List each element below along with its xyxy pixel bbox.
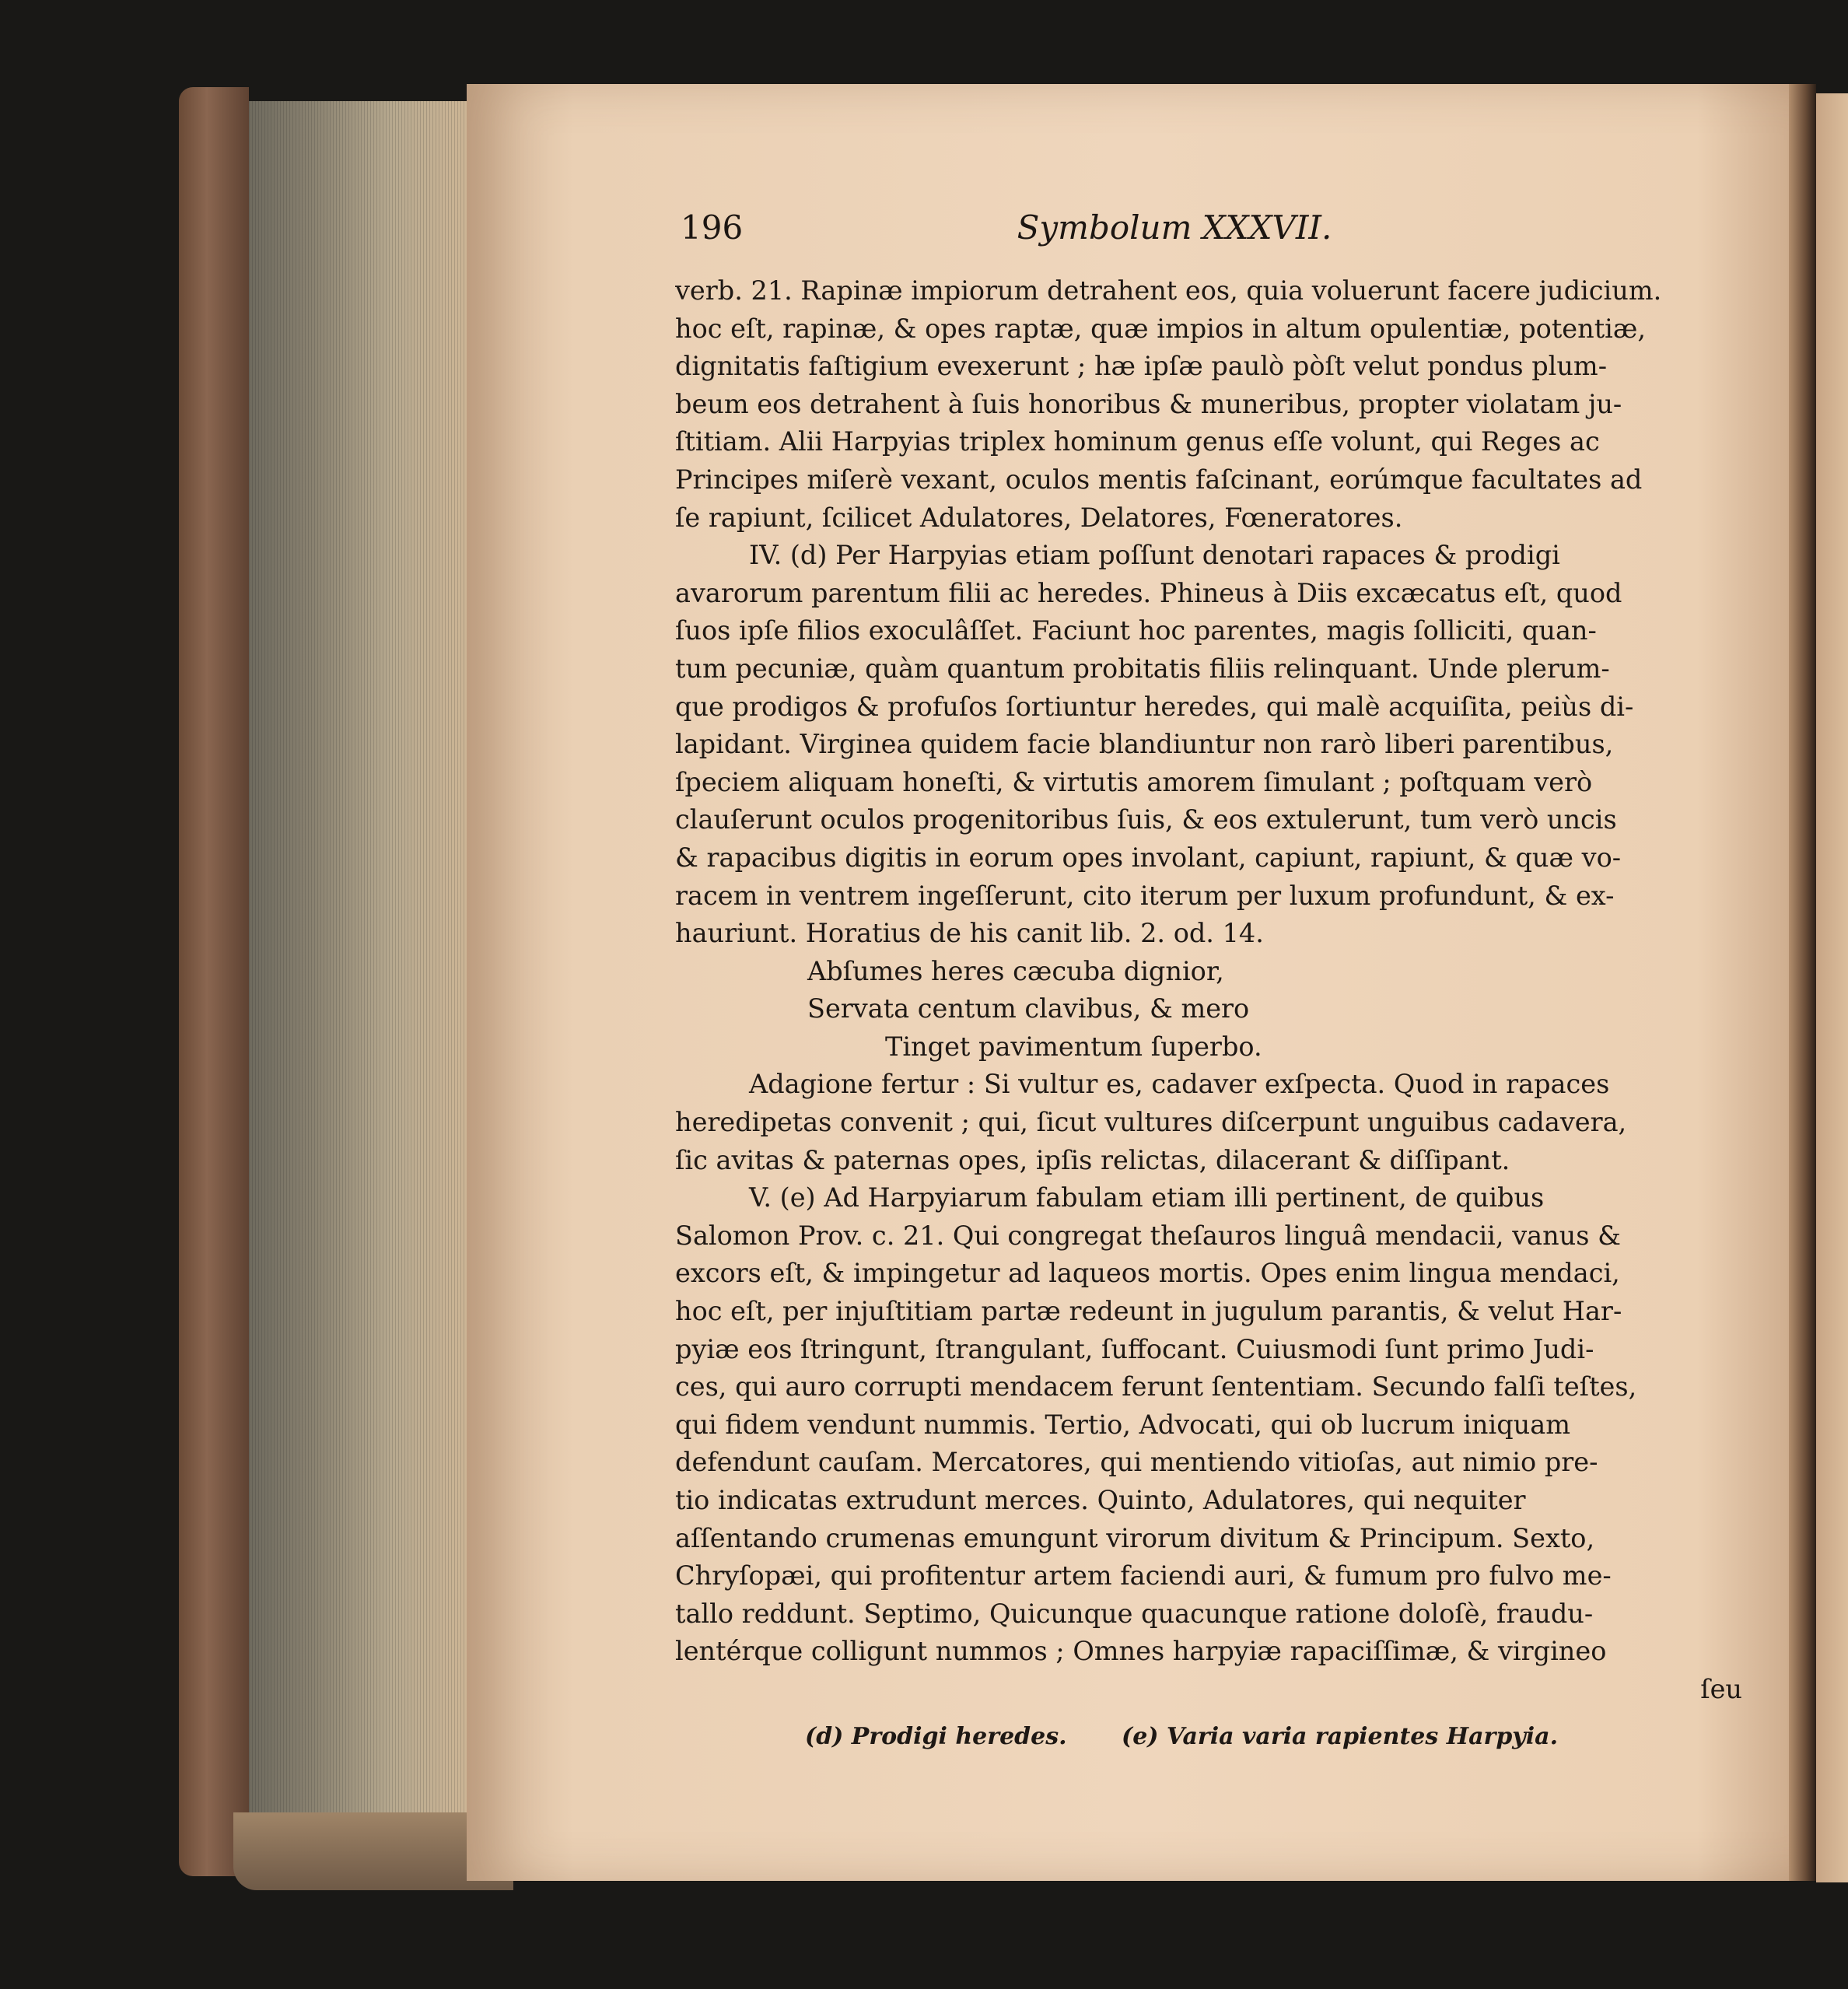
text-line: Adagione fertur : Si vultur es, cadaver exſpecta. Quod in rapaces [749,1069,1610,1100]
text-line: hoc eſt, per injuſtitiam partæ redeunt in jugulum parantis, & velut Har- [675,1296,1622,1327]
footnote-d: (d) Prodigi heredes. [805,1723,1067,1750]
text-line: verb. 21. Rapinæ impiorum detrahent eos, quia voluerunt facere judicium. [675,275,1662,306]
text-line: excors eſt, & impingetur ad laqueos mortis. Opes enim lingua mendaci, [675,1258,1620,1289]
text-line: Chryſopæi, qui profitentur artem faciendi auri, & fumum pro fulvo me- [675,1560,1612,1592]
running-head: Symbolum XXXVII. [1017,208,1332,247]
text-line: pyiæ eos ſtringunt, ſtrangulant, ſuffocant. Cuiusmodi ſunt primo Judi- [675,1333,1594,1364]
text-line: Principes miſerè vexant, oculos mentis faſcinant, eorúmque facultates ad [675,464,1643,495]
text-line: IV. (d) Per Harpyias etiam poſſunt denotari rapaces & prodigi [749,540,1560,571]
verse-line: Tinget pavimentum ſuperbo. [885,1031,1262,1062]
text-line: tio indicatas extrudunt merces. Quinto, Adulatores, qui nequiter [675,1485,1526,1515]
text-line: ſtitiam. Alii Harpyias triplex hominum genus eſſe volunt, qui Reges ac [675,426,1600,457]
body-text [675,272,1742,1709]
catchword: ſeu [1700,1673,1742,1704]
text-line: V. (e) Ad Harpyiarum fabulam etiam illi pertinent, de quibus [749,1182,1545,1213]
footnotes [805,1723,1558,1750]
text-line: ſpeciem aliquam honeſti, & virtutis amorem ſimulant ; poſtquam verò [675,766,1593,797]
text-line: dignitatis faſtigium evexerunt ; hæ ipſæ paulò pòſt velut pondus plum- [675,351,1608,382]
verse-line: Abſumes heres cæcuba dignior, [807,955,1224,986]
text-line: tum pecuniæ, quàm quantum probitatis filiis relinquant. Unde plerum- [675,653,1610,684]
text-line: & rapacibus digitis in eorum opes involant, capiunt, rapiunt, & quæ vo- [675,842,1622,873]
text-line: avarorum parentum filii ac heredes. Phineus à Diis excæcatus eſt, quod [675,577,1622,608]
facing-page-edge [1816,93,1848,1882]
text-line: racem in ventrem ingeſſerunt, cito iterum per luxum profundunt, & ex- [675,880,1615,911]
text-line: beum eos detrahent à ſuis honoribus & muneribus, propter violatam ju- [675,388,1622,419]
text-line: Salomon Prov. c. 21. Qui congregat theſauros linguâ mendacii, vanus & [675,1220,1621,1251]
text-line: ces, qui auro corrupti mendacem ferunt ſententiam. Secundo falſi teſtes, [675,1371,1637,1402]
text-line: aſſentando crumenas emungunt virorum divitum & Principum. Sexto, [675,1522,1595,1553]
verse-line: Servata centum clavibus, & mero [807,993,1250,1024]
text-line: clauſerunt oculos progenitoribus ſuis, & eos extulerunt, tum verò uncis [675,804,1617,835]
text-line: hoc eſt, rapinæ, & opes raptæ, quæ impios in altum opulentiæ, potentiæ, [675,313,1647,344]
text-line: que prodigos & profuſos ſortiuntur heredes, qui malè acquiſita, peiùs di- [675,691,1634,722]
text-line: ſe rapiunt, ſcilicet Adulatores, Delatores, Fœneratores. [675,502,1403,533]
text-line: defendunt cauſam. Mercatores, qui mentiendo vitioſas, aut nimio pre- [675,1447,1598,1478]
text-line: heredipetas convenit ; qui, ſicut vultures diſcerpunt unguibus cadavera, [675,1107,1627,1138]
footnote-e: (e) Varia varia rapientes Harpyia. [1122,1723,1559,1750]
text-line: ſic avitas & paternas opes, ipſis relictas, dilacerant & diſſipant. [675,1144,1510,1175]
page-header [681,208,1668,263]
text-line: hauriunt. Horatius de his canit lib. 2. od. 14. [675,918,1264,949]
gutter-shadow [1789,84,1816,1881]
text-line: ſuos ipſe filios exoculâſſet. Faciunt hoc parentes, magis ſolliciti, quan- [675,615,1597,646]
text-line: lapidant. Virginea quidem facie blandiuntur non rarò liberi parentibus, [675,729,1614,760]
page-number: 196 [681,208,744,247]
text-line: tallo reddunt. Septimo, Quicunque quacunque ratione doloſè, fraudu- [675,1598,1594,1629]
text-line: lentérque colligunt nummos ; Omnes harpyiæ rapaciſſimæ, & virgineo [675,1636,1607,1667]
book-cover-spine [179,87,249,1876]
text-line: qui fidem vendunt nummis. Tertio, Advocati, qui ob lucrum iniquam [675,1409,1570,1440]
